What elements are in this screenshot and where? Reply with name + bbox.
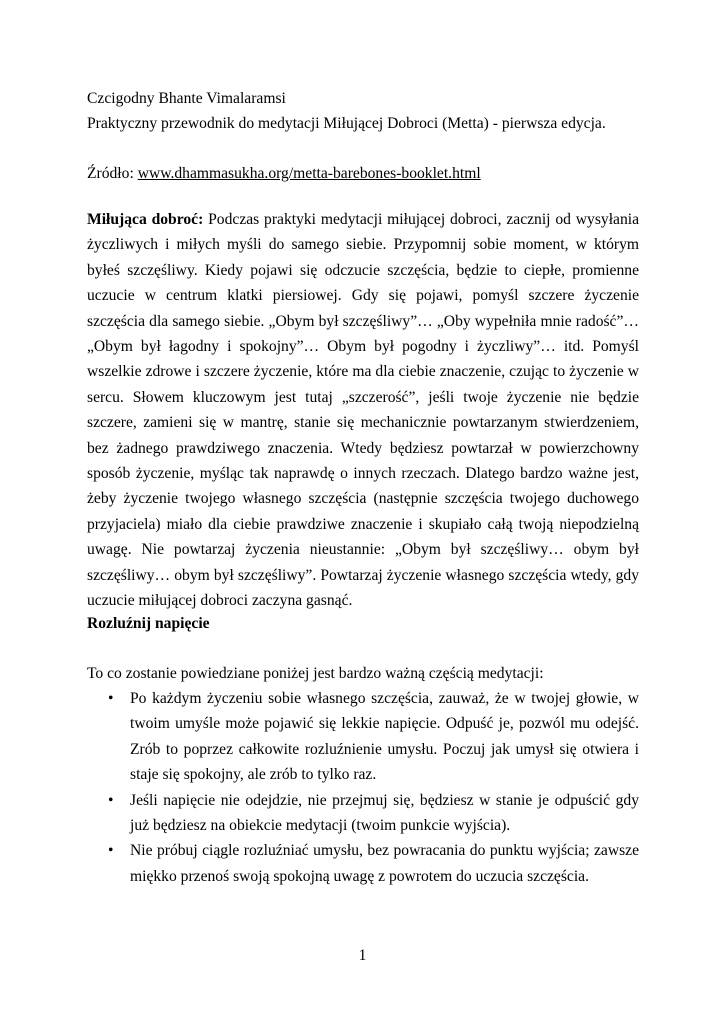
metta-lead: Miłująca dobroć: (87, 211, 204, 228)
bullet-icon: • (108, 842, 114, 860)
list-item-text: Jeśli napięcie nie odejdzie, nie przejmuj się, będziesz w stanie je odpuścić gdy już będziesz na obiekcie medytacji (twoim punkcie wyjścia). (130, 791, 639, 835)
list-item (108, 838, 639, 889)
bullet-list (108, 686, 639, 889)
source-label: Źródło: (87, 165, 138, 182)
source-link[interactable]: www.dhammasukha.org/metta-barebones-booklet.html (137, 165, 481, 182)
list-item-text: Nie próbuj ciągle rozluźniać umysłu, bez powracania do punktu wyjścia; zawsze miękko przenoś swoją spokojną uwagę z powrotem do uczucia szczęścia. (130, 842, 639, 885)
author-line: Czcigodny Bhante Vimalaramsi (87, 90, 286, 107)
section-intro: To co zostanie powiedziane poniżej jest bardzo ważną częścią medytacji: (87, 665, 544, 682)
metta-body: Podczas praktyki medytacji miłującej dobroci, zacznij od wysyłania życzliwych i miłych myśli do samego siebie. Przypomnij sobie moment, w którym byłeś szczęśliwy. Kiedy pojawi się odczucie szczęścia, będzie to ciepłe, promienne uczucie w centrum klatki piersiowej. Gdy się pojawi, pomyśl szczere życzenie szczęścia dla samego siebie. „Obym był szczęśliwy”… „Oby wypełniła mnie radość”… „Obym był łagodny i spokojny”… Obym był pogodny i życzliwy”… itd. Pomyśl wszelkie zdrowe i szczere życzenie, które ma dla ciebie znaczenie, czując to życzenie w sercu. Słowem kluczowym jest tutaj „szczerość”, jeśli twoje życzenie nie będzie szczere, zamieni się w mantrę, stanie się mechanicznie powtarzanym stwierdzeniem, bez żadnego prawdziwego znaczenia. Wtedy będziesz powtarzał w powierzchowny sposób życzenie, myśląc tak naprawdę o innych rzeczach. Dlatego bardzo ważne jest, żeby życzenie twojego własnego szczęścia (następnie szczęścia twojego duchowego przyjaciela) miało dla ciebie prawdziwe znaczenie i skupiało całą twoją niepodzielną uwagę. Nie powtarzaj życzenia nieustannie: „Obym był szczęśliwy… obym był szczęśliwy… obym był szczęśliwy”. Powtarzaj życzenie własnego szczęścia wtedy, gdy uczucie miłującej dobroci zaczyna gasnąć. (87, 211, 639, 610)
document-title: Praktyczny przewodnik do medytacji Miłującej Dobroci (Metta) - pierwsza edycja. (87, 115, 606, 132)
metta-paragraph (87, 207, 639, 614)
section-heading: Rozluźnij napięcie (87, 615, 210, 632)
list-item-text: Po każdym życzeniu sobie własnego szczęścia, zauważ, że w twojej głowie, w twoim umyśle może pojawić się lekkie napięcie. Odpuść je, pozwól mu odejść. Zrób to poprzez całkowite rozluźnienie umysłu. Poczuj jak umysł się otwiera i staje się spokojny, ale zrób to tylko raz. (130, 690, 639, 784)
source-line (87, 164, 481, 184)
list-item (108, 686, 639, 788)
bullet-icon: • (108, 791, 114, 809)
bullet-icon: • (108, 690, 114, 707)
list-item (108, 788, 639, 839)
page-number: 1 (358, 947, 367, 964)
